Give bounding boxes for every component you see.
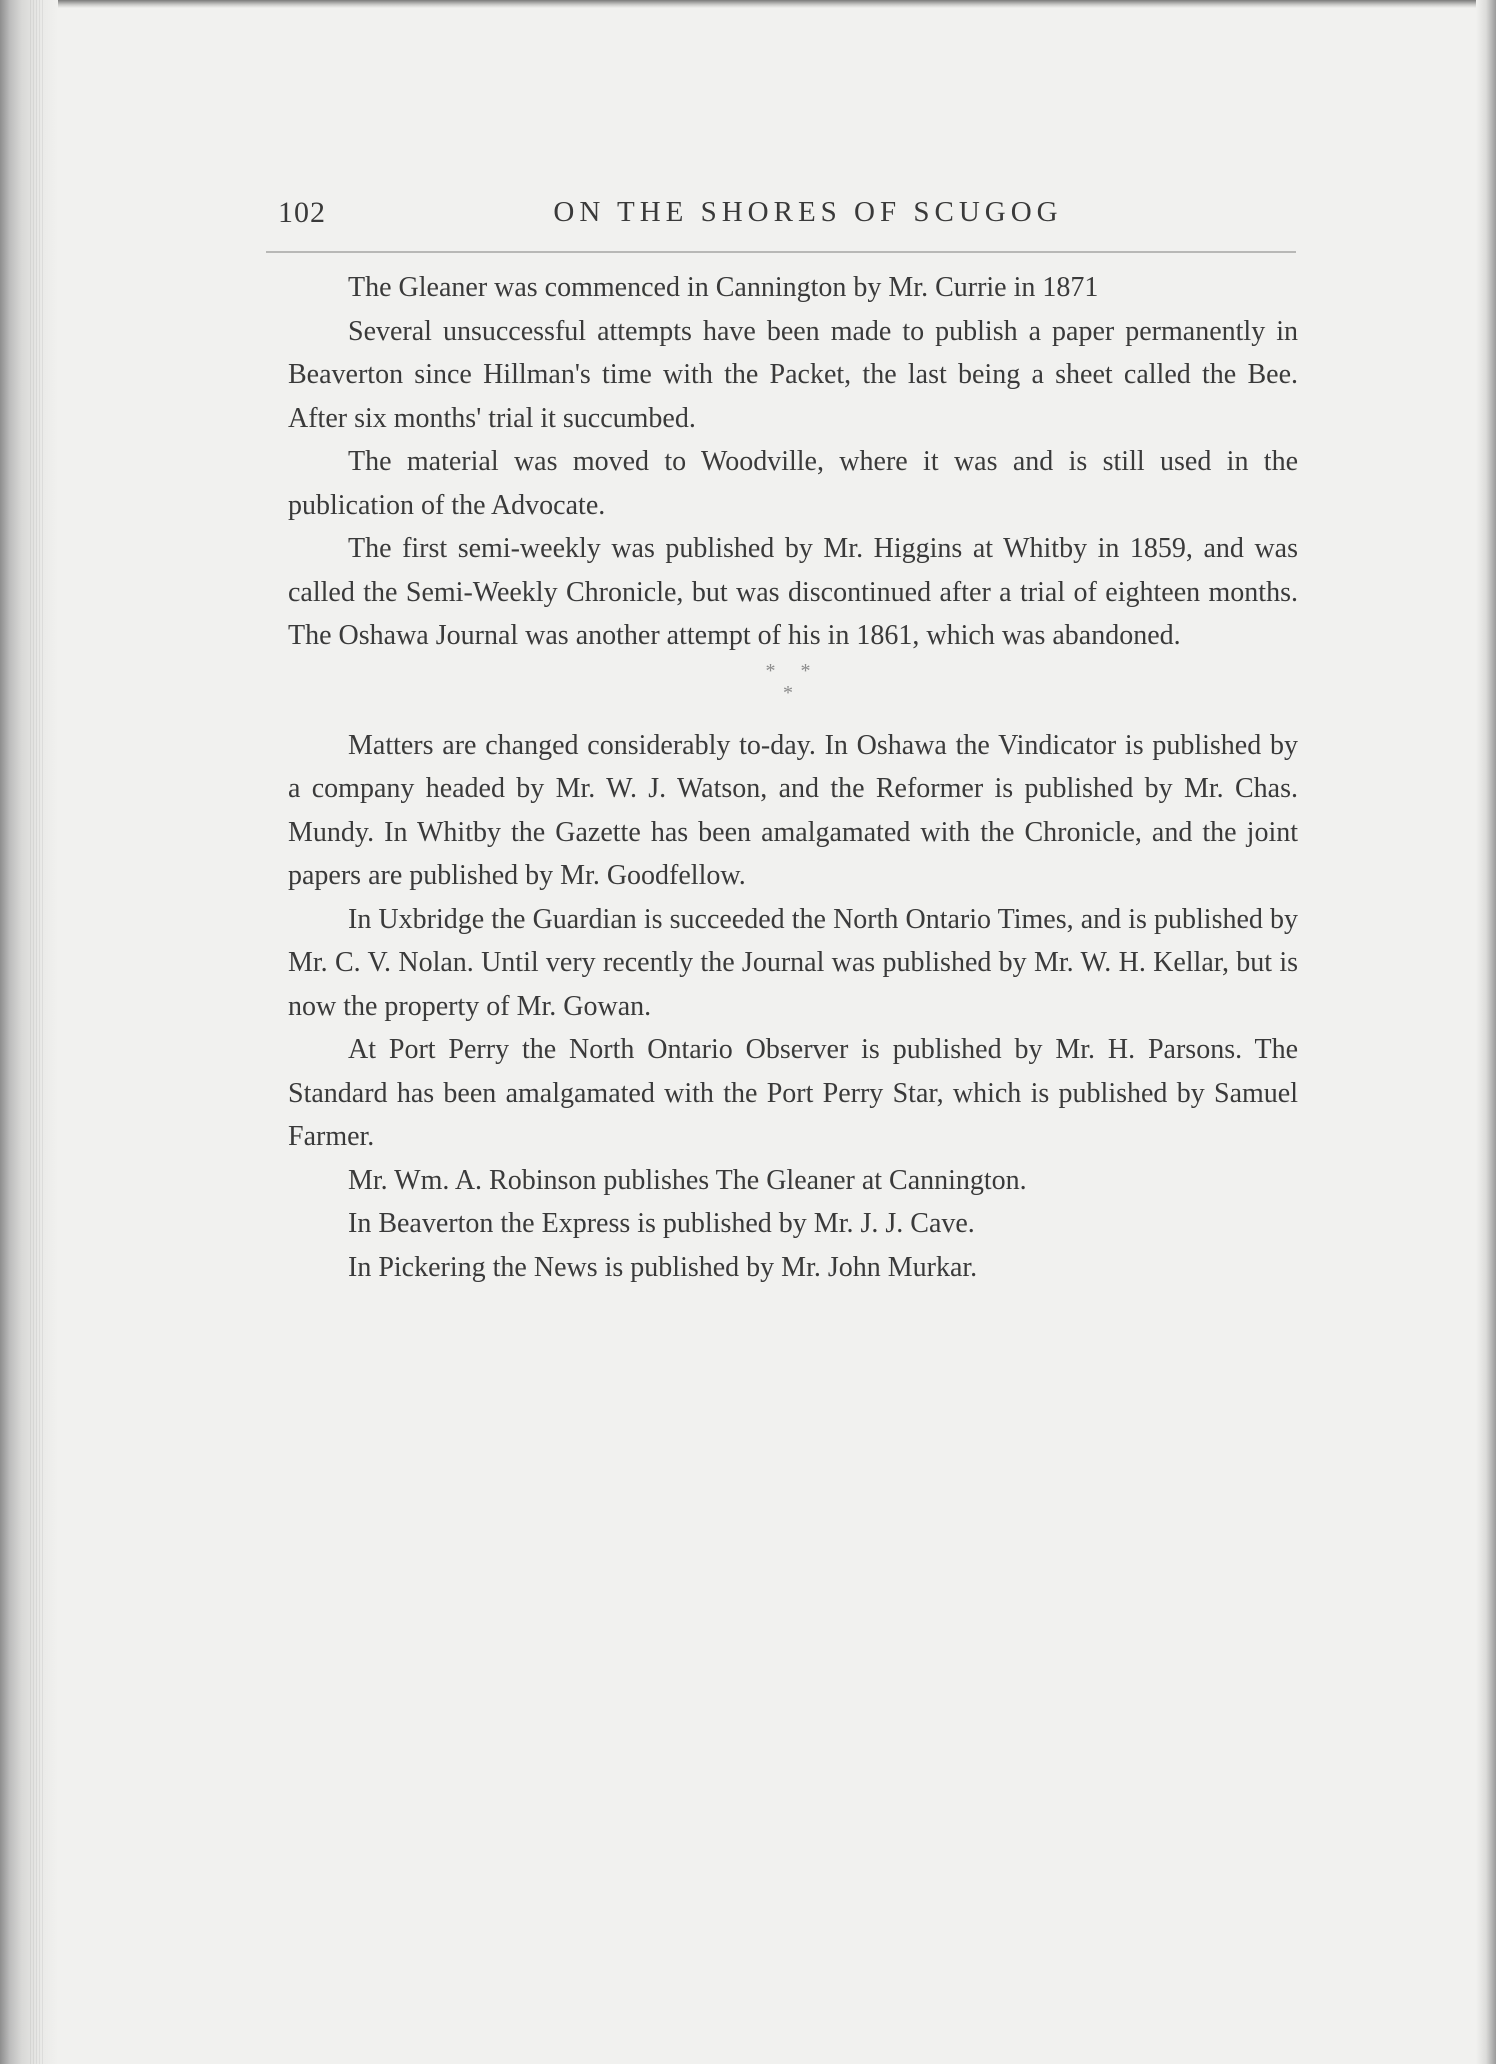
page-number: 102: [278, 196, 326, 229]
paragraph-gleaner: The Gleaner was commenced in Cannington by Mr. Currie in 1871: [348, 272, 1099, 303]
book-page-edges: [0, 0, 58, 2064]
page-right-edge: [1476, 0, 1496, 2064]
text-body: [288, 266, 1298, 1289]
asterism-bottom: *: [783, 681, 803, 704]
asterism-top: * *: [765, 659, 821, 682]
paragraph-port-perry: At Port Perry the North Ontario Observer is published by Mr. H. Parsons. The Standard has been amalgamated with the Port Perry Star, which is published by Samuel Farmer.: [288, 1034, 1298, 1152]
paragraph-semi-weekly: The first semi-weekly was published by Mr. Higgins at Whitby in 1859, and was called the Semi-Weekly Chronicle, but was discontinued after a trial of eighteen months. The Oshawa Journal was another attempt of his in 1861, which was abandoned.: [288, 533, 1298, 651]
running-title: ON THE SHORES OF SCUGOG: [553, 196, 1063, 228]
paragraph-woodville: The material was moved to Woodville, where it was and is still used in the publication of the Advocate.: [288, 446, 1298, 521]
header-rule: [266, 251, 1296, 253]
section-asterism: [288, 660, 1298, 718]
paragraph-beaverton-attempts: Several unsuccessful attempts have been made to publish a paper permanently in Beaverton since Hillman's time with the Packet, the last being a sheet called the Bee. After six months' trial it succumbed.: [288, 315, 1298, 434]
running-head: [278, 196, 1288, 244]
paragraph-uxbridge: In Uxbridge the Guardian is succeeded the North Ontario Times, and is published by Mr. C. V. Nolan. Until very recently the Journal was published by Mr. W. H. Kellar, but is now the property of Mr. Gowan.: [288, 903, 1298, 1022]
paragraph-beaverton-express: In Beaverton the Express is published by Mr. J. J. Cave.: [348, 1208, 975, 1239]
paragraph-oshawa-whitby: Matters are changed considerably to-day. In Oshawa the Vindicator is published by a company headed by Mr. W. J. Watson, and the Reformer is published by Mr. Chas. Mundy. In Whitby the Gazette has been amalgamated with the Chronicle, and the joint papers are published by Mr. Goodfellow.: [288, 729, 1298, 891]
paragraph-cannington: Mr. Wm. A. Robinson publishes The Gleaner at Cannington.: [348, 1164, 1027, 1196]
page-top-edge: [0, 0, 1496, 8]
paragraph-pickering: In Pickering the News is published by Mr. John Murkar.: [348, 1251, 978, 1283]
